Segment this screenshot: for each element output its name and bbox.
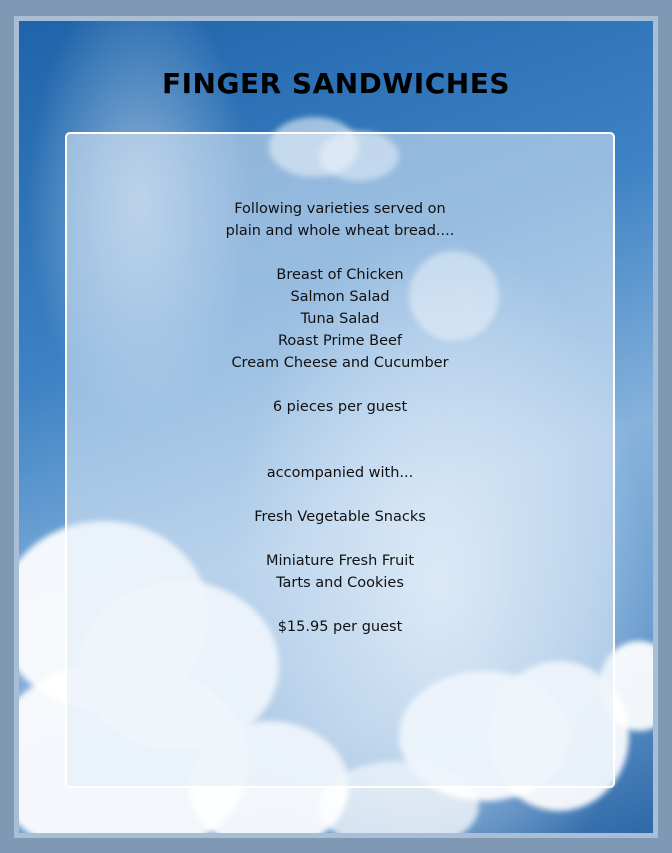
spacer — [67, 484, 613, 506]
intro-line: Following varieties served on — [234, 201, 446, 217]
side-item: Tarts and Cookies — [276, 575, 404, 591]
spacer — [67, 418, 613, 440]
spacer — [67, 528, 613, 550]
variety-item: Cream Cheese and Cucumber — [231, 355, 449, 371]
sky-background-frame — [14, 16, 658, 838]
menu-panel — [65, 132, 615, 788]
variety-item: Tuna Salad — [300, 311, 380, 327]
spacer — [67, 594, 613, 616]
page-title: FINGER SANDWICHES — [162, 67, 510, 100]
spacer — [67, 374, 613, 396]
spacer — [67, 242, 613, 264]
spacer — [67, 440, 613, 462]
variety-item: Roast Prime Beef — [277, 333, 403, 349]
side-item: Fresh Vegetable Snacks — [254, 509, 426, 525]
portion-text: 6 pieces per guest — [272, 399, 408, 415]
intro-line: plain and whole wheat bread.... — [225, 223, 455, 239]
menu-content — [67, 198, 613, 638]
accompanied-text: accompanied with... — [266, 465, 414, 481]
price-text: $15.95 per guest — [277, 619, 403, 635]
variety-item: Salmon Salad — [290, 289, 390, 305]
side-item: Miniature Fresh Fruit — [265, 553, 415, 569]
variety-item: Breast of Chicken — [276, 267, 404, 283]
